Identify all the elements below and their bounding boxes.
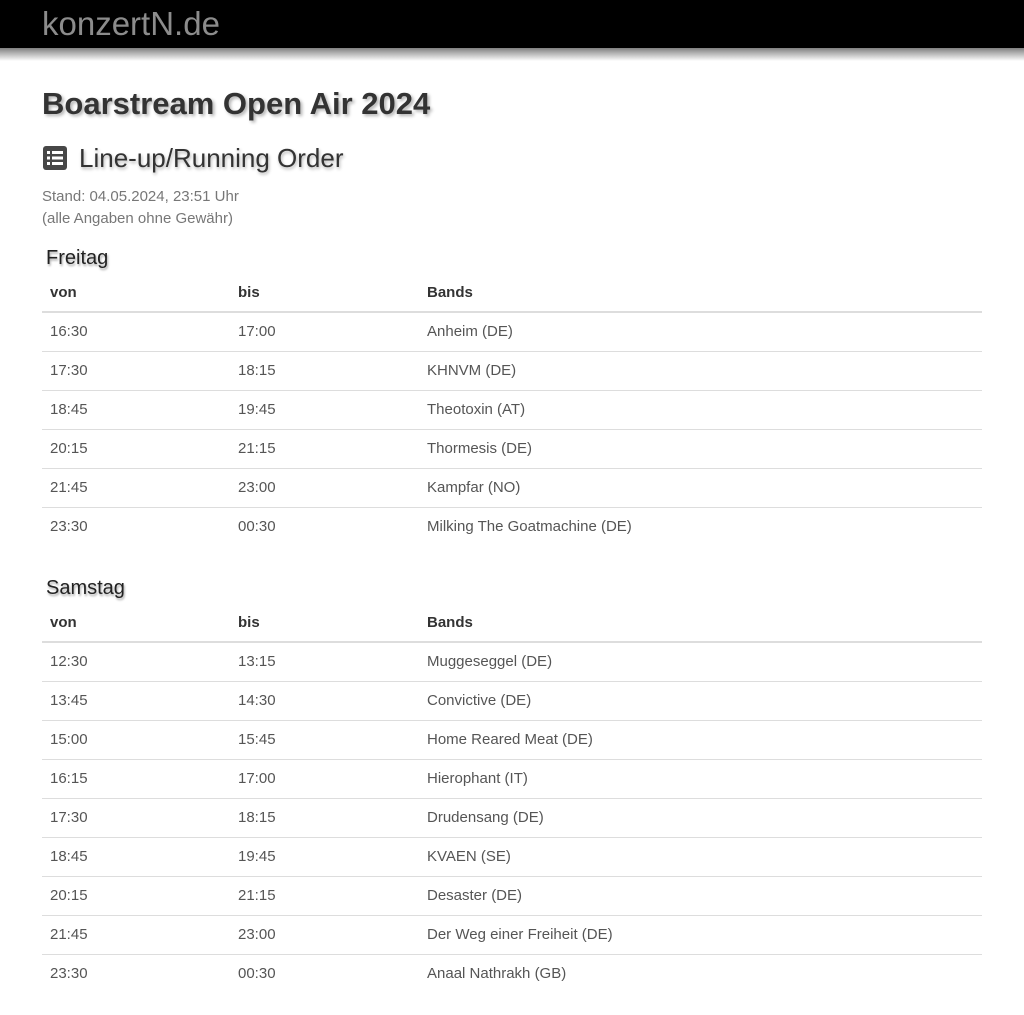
cell-band: Desaster (DE) — [419, 877, 982, 916]
lineup-section-heading — [42, 143, 982, 173]
header-shadow — [0, 48, 1024, 61]
cell-von: 13:45 — [42, 682, 230, 721]
cell-von: 23:30 — [42, 955, 230, 994]
cell-bis: 23:00 — [230, 469, 419, 508]
table-row — [42, 682, 982, 721]
column-header: von — [42, 276, 230, 312]
table-row — [42, 760, 982, 799]
cell-bis: 14:30 — [230, 682, 419, 721]
column-header: Bands — [419, 276, 982, 312]
column-header: bis — [230, 276, 419, 312]
schedule-table — [42, 276, 982, 546]
list-icon — [42, 145, 68, 171]
table-row — [42, 916, 982, 955]
cell-band: Der Weg einer Freiheit (DE) — [419, 916, 982, 955]
table-row — [42, 721, 982, 760]
stand-line: Stand: 04.05.2024, 23:51 Uhr — [42, 188, 239, 205]
cell-band: Home Reared Meat (DE) — [419, 721, 982, 760]
cell-von: 20:15 — [42, 877, 230, 916]
cell-von: 17:30 — [42, 352, 230, 391]
page-title: Boarstream Open Air 2024 — [42, 86, 431, 121]
cell-von: 18:45 — [42, 838, 230, 877]
cell-band: Thormesis (DE) — [419, 430, 982, 469]
cell-von: 17:30 — [42, 799, 230, 838]
stand-block — [42, 186, 982, 230]
day-heading: Freitag — [46, 247, 109, 269]
cell-band: Milking The Goatmachine (DE) — [419, 508, 982, 547]
cell-band: Theotoxin (AT) — [419, 391, 982, 430]
cell-von: 16:30 — [50, 323, 88, 340]
day-section — [42, 246, 982, 546]
table-row — [42, 799, 982, 838]
table-row — [42, 430, 982, 469]
header-row — [42, 606, 982, 642]
cell-band: Kampfar (NO) — [419, 469, 982, 508]
cell-von: 21:45 — [42, 469, 230, 508]
schedule-table-body — [42, 312, 982, 546]
cell-von: 12:30 — [50, 653, 88, 670]
schedule-table-head — [42, 606, 982, 642]
main-content — [42, 85, 982, 993]
schedule-table-head — [42, 276, 982, 312]
table-row — [42, 391, 982, 430]
disclaimer-line: (alle Angaben ohne Gewähr) — [42, 210, 233, 227]
cell-band: Drudensang (DE) — [419, 799, 982, 838]
cell-band: Muggeseggel (DE) — [427, 653, 553, 670]
day-heading: Samstag — [46, 577, 125, 599]
header-row — [42, 276, 982, 312]
table-row — [42, 508, 982, 547]
cell-band: Convictive (DE) — [419, 682, 982, 721]
cell-bis: 17:00 — [230, 760, 419, 799]
cell-band: KHNVM (DE) — [419, 352, 982, 391]
table-row — [42, 469, 982, 508]
cell-bis: 18:15 — [230, 352, 419, 391]
cell-bis: 00:30 — [230, 955, 419, 994]
column-header: bis — [230, 606, 419, 642]
brand-link[interactable]: konzertN.de — [42, 5, 220, 42]
cell-von: 21:45 — [42, 916, 230, 955]
cell-bis: 19:45 — [230, 838, 419, 877]
cell-von: 15:00 — [42, 721, 230, 760]
table-row — [42, 312, 982, 352]
cell-band: Anheim (DE) — [427, 323, 513, 340]
cell-von: 16:15 — [42, 760, 230, 799]
cell-bis: 15:45 — [230, 721, 419, 760]
schedule-table — [42, 606, 982, 993]
cell-von: 23:30 — [42, 508, 230, 547]
cell-bis: 21:15 — [230, 430, 419, 469]
cell-bis: 23:00 — [230, 916, 419, 955]
day-section — [42, 576, 982, 993]
cell-bis: 21:15 — [230, 877, 419, 916]
cell-bis: 13:15 — [238, 653, 276, 670]
cell-bis: 18:15 — [230, 799, 419, 838]
table-row — [42, 838, 982, 877]
cell-band: Hierophant (IT) — [419, 760, 982, 799]
cell-von: 18:45 — [42, 391, 230, 430]
table-row — [42, 352, 982, 391]
cell-von: 20:15 — [42, 430, 230, 469]
cell-bis: 00:30 — [230, 508, 419, 547]
site-header — [0, 0, 1024, 48]
cell-bis: 19:45 — [230, 391, 419, 430]
table-row — [42, 877, 982, 916]
table-row — [42, 955, 982, 994]
column-header: von — [42, 606, 230, 642]
table-row — [42, 642, 982, 682]
column-header: Bands — [419, 606, 982, 642]
cell-band: KVAEN (SE) — [419, 838, 982, 877]
cell-band: Anaal Nathrakh (GB) — [419, 955, 982, 994]
schedule-sections — [42, 246, 982, 993]
cell-bis: 17:00 — [238, 323, 276, 340]
schedule-table-body — [42, 642, 982, 993]
section-title: Line-up/Running Order — [79, 143, 344, 173]
